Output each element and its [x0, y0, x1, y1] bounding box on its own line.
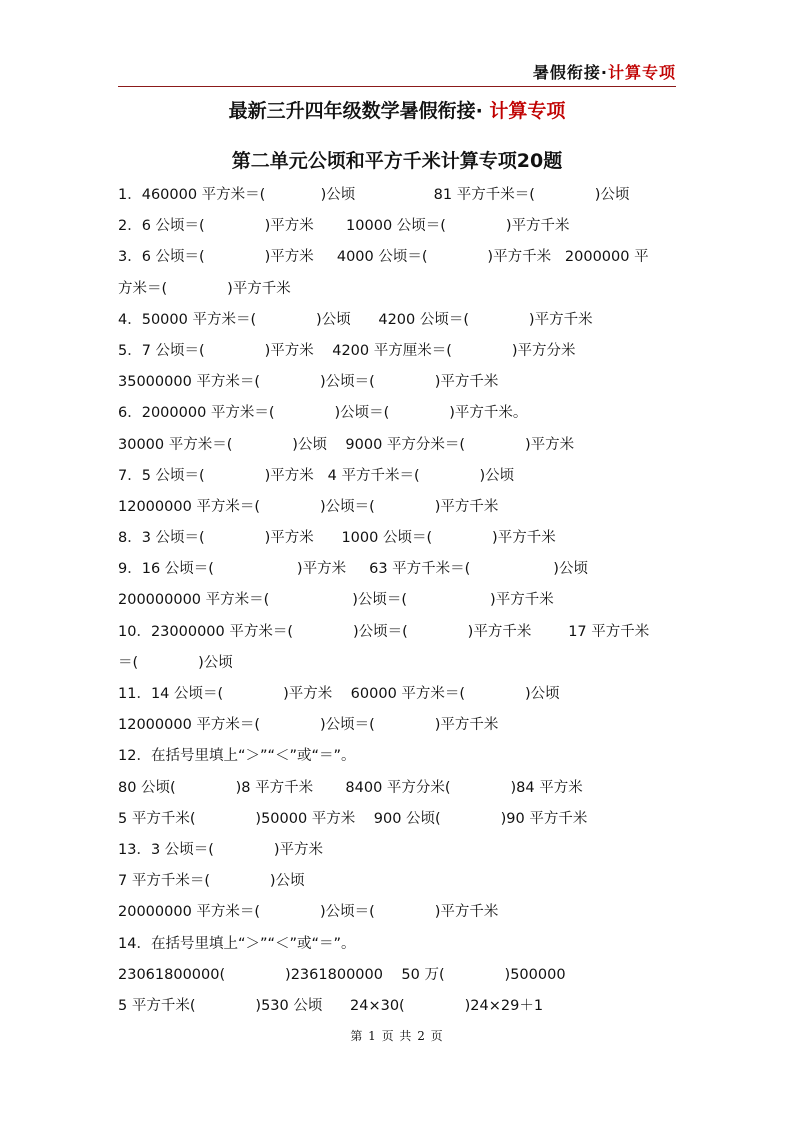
document-title — [0, 96, 794, 123]
exercise-line: 12000000 平方米＝( )公顷＝( )平方千米 — [118, 717, 499, 734]
exercise-line: 1．460000 平方米＝( )公顷 81 平方千米＝( )公顷 — [118, 187, 630, 203]
header-text-right: 计算专项 — [607, 63, 676, 82]
exercise-line: 9．16 公顷＝( )平方米 63 平方千米＝( )公顷 — [118, 561, 588, 578]
exercise-line: 200000000 平方米＝( )公顷＝( )平方千米 — [118, 592, 554, 609]
exercise-line: 80 公顷( )8 平方千米 8400 平方分米( )84 平方米 — [118, 779, 583, 796]
exercise-line: 12000000 平方米＝( )公顷＝( )平方千米 — [118, 498, 499, 515]
title-accent: 计算专项 — [489, 100, 566, 122]
header-text-left: 暑假衔接· — [532, 63, 608, 82]
page-number: 第 1 页 共 2 页 — [350, 1029, 444, 1043]
exercise-line: 35000000 平方米＝( )公顷＝( )平方千米 — [118, 374, 499, 391]
exercise-line: ＝( )公顷 — [118, 654, 233, 671]
exercise-line: 5 平方千米( )530 公顷 24×30( )24×29＋1 — [118, 997, 544, 1014]
title-main: 最新三升四年级数学暑假衔接· — [228, 100, 483, 122]
exercise-line: 5．7 公顷＝( )平方米 4200 平方厘米＝( )平方分米 — [118, 342, 576, 359]
exercise-line: 5 平方千米( )50000 平方米 900 公顷( )90 平方千米 — [118, 810, 588, 827]
exercise-line: 11．14 公顷＝( )平方米 60000 平方米＝( )公顷 — [118, 686, 560, 702]
exercise-line: 12．在括号里填上“＞”“＜”或“＝”。 — [118, 748, 356, 765]
page-header — [118, 60, 676, 87]
exercise-line: 30000 平方米＝( )公顷 9000 平方分米＝( )平方米 — [118, 436, 575, 453]
exercise-line: 23061800000( )2361800000 50 万( )500000 — [118, 966, 566, 983]
exercise-line: 6．2000000 平方米＝( )公顷＝( )平方千米。 — [118, 405, 528, 422]
exercise-line: 14．在括号里填上“＞”“＜”或“＝”。 — [118, 935, 356, 952]
exercise-line: 方米＝( )平方千米 — [118, 280, 291, 297]
exercise-line: 20000000 平方米＝( )公顷＝( )平方千米 — [118, 904, 499, 921]
exercise-line: 2．6 公顷＝( )平方米 10000 公顷＝( )平方千米 — [118, 218, 570, 235]
exercise-line: 10．23000000 平方米＝( )公顷＝( )平方千米 17 平方千米 — [118, 623, 650, 640]
exercise-line: 4．50000 平方米＝( )公顷 4200 公顷＝( )平方千米 — [118, 311, 593, 328]
exercise-line: 7 平方千米＝( )公顷 — [118, 873, 305, 890]
exercise-list — [118, 180, 676, 1022]
exercise-line: 7．5 公顷＝( )平方米 4 平方千米＝( )公顷 — [118, 467, 515, 484]
exercise-line: 8．3 公顷＝( )平方米 1000 公顷＝( )平方千米 — [118, 530, 556, 547]
exercise-line: 13．3 公顷＝( )平方米 — [118, 841, 324, 858]
document-subtitle: 第二单元公顷和平方千米计算专项20题 — [231, 150, 563, 172]
exercise-line: 3．6 公顷＝( )平方米 4000 公顷＝( )平方千米 2000000 平 — [118, 249, 649, 266]
